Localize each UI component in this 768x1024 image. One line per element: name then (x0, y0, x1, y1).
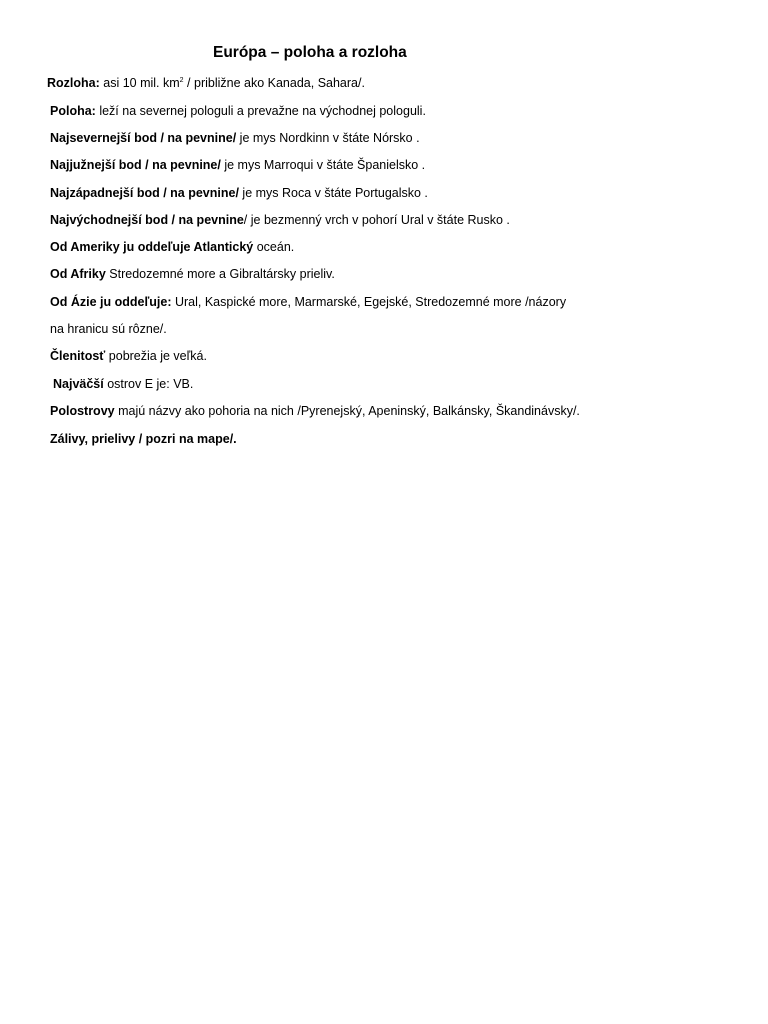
line-label: Najvýchodnejší bod / na pevnine (50, 213, 244, 227)
line-text: majú názvy ako pohoria na nich /Pyrenejský, Apeninský, Balkánsky, Škandinávsky/. (114, 404, 580, 418)
line-text: je mys Marroqui v štáte Španielsko . (220, 158, 426, 172)
text-line-asia-continued (50, 321, 167, 337)
line-label: Od Ameriky ju oddeľuje Atlantický (50, 240, 254, 254)
line-label: Poloha: (50, 104, 96, 118)
text-line-west (50, 185, 428, 201)
line-text: leží na severnej pologuli a prevažne na východnej pologuli. (95, 104, 426, 118)
text-line-rozloha (47, 75, 365, 91)
text-line-africa (50, 266, 335, 282)
line-label: Od Ázie ju oddeľuje: (50, 295, 172, 309)
line-text: na hranicu sú rôzne/. (50, 322, 167, 336)
text-line-asia (50, 294, 566, 310)
line-text: Stredozemné more a Gibraltársky prieliv. (105, 267, 335, 281)
line-label: Od Afriky (50, 267, 106, 281)
line-text: je mys Roca v štáte Portugalsko . (238, 186, 428, 200)
line-label: Najzápadnejší bod / na pevnine/ (50, 186, 239, 200)
line-label: Členitosť (50, 349, 106, 363)
line-text: je mys Nordkinn v štáte Nórsko . (236, 131, 420, 145)
text-line-north (50, 130, 420, 146)
line-text: Ural, Kaspické more, Marmarské, Egejské, Stredozemné more /názory (171, 295, 567, 309)
superscript: 2 (179, 76, 184, 84)
line-label: Zálivy, prielivy / pozri na mape/. (50, 432, 237, 446)
text-line-peninsulas (50, 403, 580, 419)
line-text-tail: / približne ako Kanada, Sahara/. (183, 76, 365, 90)
text-line-island (53, 376, 193, 392)
line-label: Najsevernejší bod / na pevnine/ (50, 131, 237, 145)
line-text: pobrežia je veľká. (105, 349, 207, 363)
text-line-south (50, 157, 425, 173)
line-label: Rozloha: (47, 76, 100, 90)
line-label: Najväčší (53, 377, 104, 391)
line-text: oceán. (253, 240, 295, 254)
text-line-east (50, 212, 510, 228)
line-label: Polostrovy (50, 404, 115, 418)
text-line-clenitost (50, 348, 207, 364)
line-label: Najjužnejší bod / na pevnine/ (50, 158, 221, 172)
line-text: / je bezmenný vrch v pohorí Ural v štáte Rusko . (243, 213, 510, 227)
text-line-bays (50, 431, 237, 447)
line-text: ostrov E je: VB. (103, 377, 194, 391)
document-title: Európa – poloha a rozloha (213, 44, 407, 61)
line-text: asi 10 mil. km (99, 76, 180, 90)
text-line-poloha (50, 103, 426, 119)
text-line-america (50, 239, 294, 255)
